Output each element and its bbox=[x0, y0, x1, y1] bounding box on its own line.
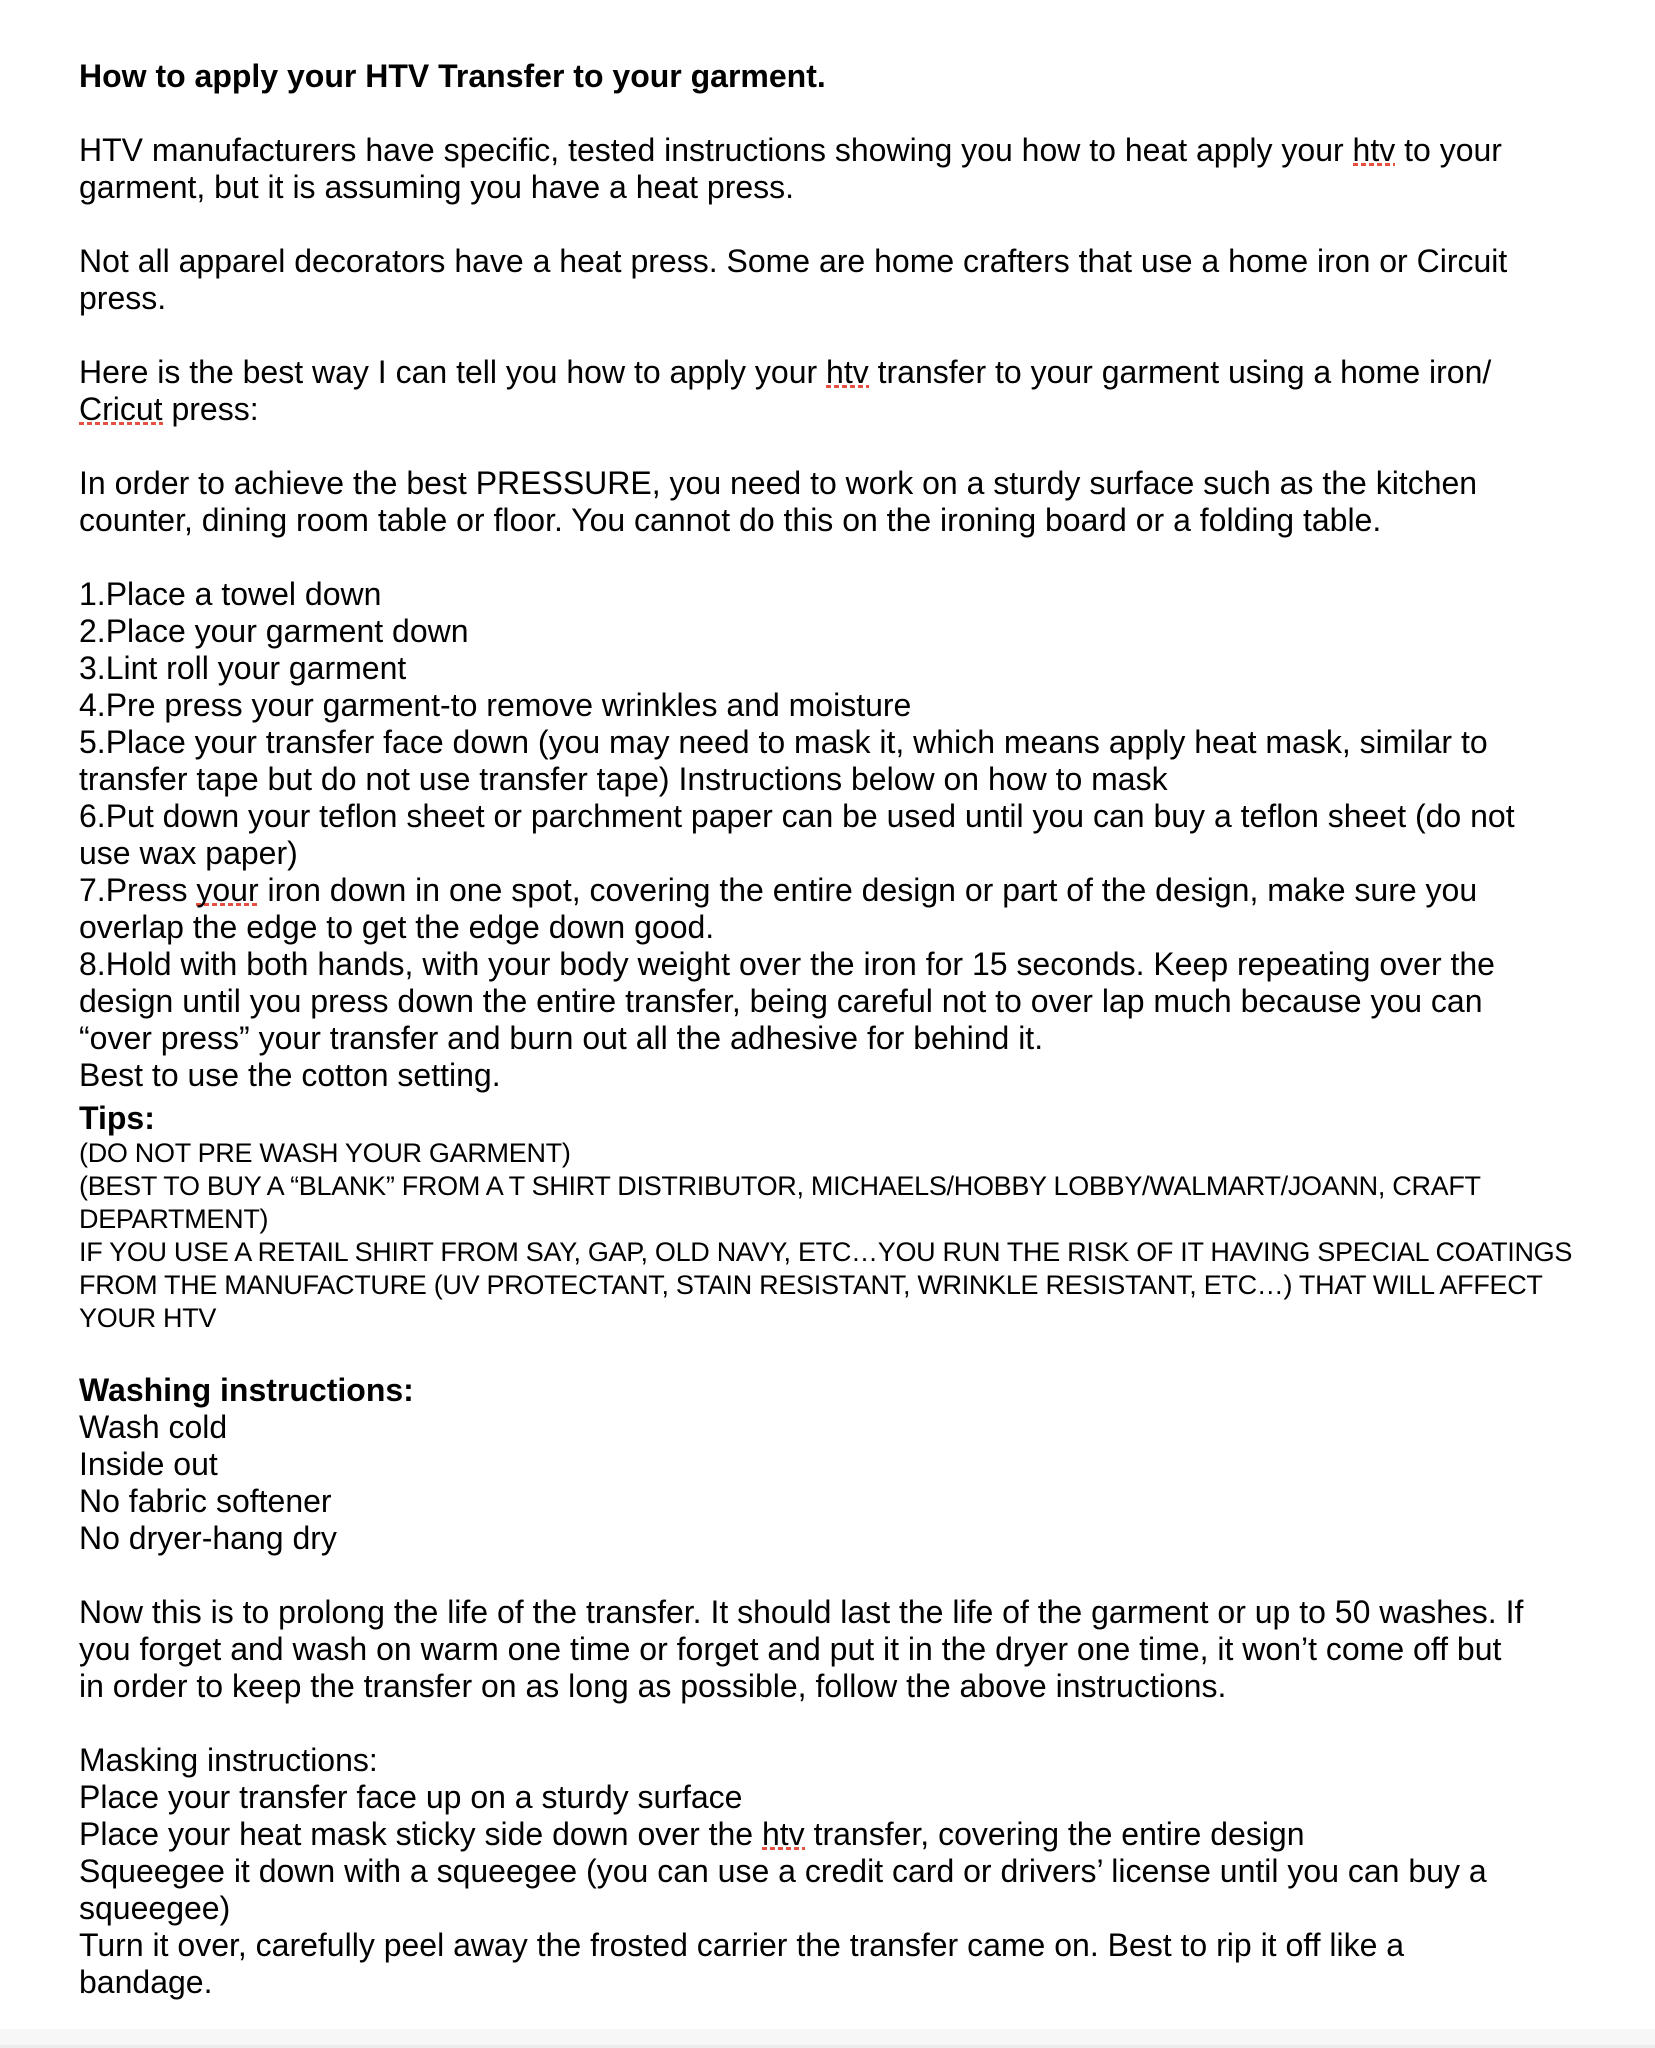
text-segment: YOUR HTV bbox=[79, 1303, 217, 1333]
text-segment: Masking instructions: bbox=[79, 1742, 378, 1778]
text-segment: Best to use the cotton setting. bbox=[79, 1057, 501, 1093]
text-line bbox=[79, 1483, 1589, 1520]
text-segment: iron down in one spot, covering the entire design or part of the design, make sure you bbox=[258, 872, 1478, 908]
text-segment: you forget and wash on warm one time or forget and put it in the dryer one time, it won’t come off but bbox=[79, 1631, 1502, 1667]
text-line bbox=[79, 1779, 1589, 1816]
text-line bbox=[79, 1594, 1589, 1631]
text-line bbox=[79, 1890, 1589, 1927]
document-title bbox=[79, 58, 1589, 95]
text-line bbox=[79, 391, 1589, 428]
text-segment: 1.Place a towel down bbox=[79, 576, 382, 612]
spacer bbox=[79, 206, 1589, 243]
pressure-paragraph bbox=[79, 465, 1589, 539]
tips-body bbox=[79, 1137, 1589, 1335]
spacer bbox=[79, 1557, 1589, 1594]
text-line bbox=[79, 1020, 1589, 1057]
text-segment: garment, but it is assuming you have a heat press. bbox=[79, 169, 795, 205]
text-segment: Washing instructions: bbox=[79, 1372, 414, 1408]
text-line bbox=[79, 1302, 1589, 1335]
text-segment: Now this is to prolong the life of the transfer. It should last the life of the garment or up to 50 washes. If bbox=[79, 1594, 1524, 1630]
text-segment: IF YOU USE A RETAIL SHIRT FROM SAY, GAP, OLD NAVY, ETC…YOU RUN THE RISK OF IT HAVING SPECIAL COATINGS bbox=[79, 1237, 1573, 1267]
text-line bbox=[79, 1372, 1589, 1409]
document-content bbox=[79, 58, 1589, 2001]
spacer bbox=[79, 95, 1589, 132]
text-line bbox=[79, 1964, 1589, 2001]
text-segment: transfer to your garment using a home iron/ bbox=[868, 354, 1492, 390]
misspelled-word: htv bbox=[826, 354, 869, 390]
text-line bbox=[79, 1927, 1589, 1964]
text-segment: No dryer-hang dry bbox=[79, 1520, 337, 1556]
text-line bbox=[79, 1816, 1589, 1853]
text-line bbox=[79, 909, 1589, 946]
text-line bbox=[79, 835, 1589, 872]
text-segment: Inside out bbox=[79, 1446, 218, 1482]
text-segment: FROM THE MANUFACTURE (UV PROTECTANT, STAIN RESISTANT, WRINKLE RESISTANT, ETC…) THAT WILL AFFECT bbox=[79, 1270, 1543, 1300]
text-segment: 2.Place your garment down bbox=[79, 613, 469, 649]
text-segment: No fabric softener bbox=[79, 1483, 332, 1519]
text-line bbox=[79, 465, 1589, 502]
text-line bbox=[79, 1853, 1589, 1890]
text-segment: in order to keep the transfer on as long as possible, follow the above instructions. bbox=[79, 1668, 1227, 1704]
misspelled-word: htv bbox=[761, 1816, 805, 1852]
spacer bbox=[79, 428, 1589, 465]
text-segment: HTV manufacturers have specific, tested instructions showing you how to heat apply your bbox=[79, 132, 1353, 168]
text-line bbox=[79, 1668, 1589, 1705]
misspelled-word: Cricut bbox=[79, 391, 163, 427]
text-line bbox=[79, 1057, 1589, 1094]
text-segment: to your bbox=[1395, 132, 1502, 168]
prolong-paragraph bbox=[79, 1594, 1589, 1705]
text-segment: overlap the edge to get the edge down good. bbox=[79, 909, 715, 945]
text-line bbox=[79, 872, 1589, 909]
text-segment: press. bbox=[79, 280, 167, 316]
text-segment: press: bbox=[162, 391, 259, 427]
text-segment: counter, dining room table or floor. You cannot do this on the ironing board or a folding table. bbox=[79, 502, 1382, 538]
text-segment: DEPARTMENT) bbox=[79, 1204, 269, 1234]
text-segment: 6.Put down your teflon sheet or parchment paper can be used until you can buy a teflon sheet (do not bbox=[79, 798, 1515, 834]
masking-section bbox=[79, 1742, 1589, 2001]
misspelled-word: your bbox=[196, 872, 259, 908]
text-line bbox=[79, 1100, 1589, 1137]
text-line bbox=[79, 132, 1589, 169]
text-segment: transfer tape but do not use transfer tape) Instructions below on how to mask bbox=[79, 761, 1168, 797]
text-segment: 3.Lint roll your garment bbox=[79, 650, 407, 686]
text-line bbox=[79, 613, 1589, 650]
text-line bbox=[79, 1742, 1589, 1779]
text-segment: (BEST TO BUY A “BLANK” FROM A T SHIRT DISTRIBUTOR, MICHAELS/HOBBY LOBBY/WALMART/JOANN, CRAFT bbox=[79, 1171, 1481, 1201]
tips-heading bbox=[79, 1100, 1589, 1137]
text-segment: squeegee) bbox=[79, 1890, 231, 1926]
text-segment: Turn it over, carefully peel away the frosted carrier the transfer came on. Best to rip it off like a bbox=[79, 1927, 1405, 1963]
text-line bbox=[79, 724, 1589, 761]
text-line bbox=[79, 58, 1589, 95]
text-segment: How to apply your HTV Transfer to your garment. bbox=[79, 58, 826, 94]
text-line bbox=[79, 169, 1589, 206]
text-segment: Place your transfer face up on a sturdy surface bbox=[79, 1779, 743, 1815]
text-segment: “over press” your transfer and burn out all the adhesive for behind it. bbox=[79, 1020, 1044, 1056]
decorators-paragraph bbox=[79, 243, 1589, 317]
document-page bbox=[79, 58, 1589, 2001]
bottom-bar bbox=[0, 2029, 1655, 2048]
text-line bbox=[79, 280, 1589, 317]
text-segment: 7.Press bbox=[79, 872, 197, 908]
numbered-steps bbox=[79, 576, 1589, 1094]
text-line bbox=[79, 1170, 1589, 1203]
text-segment: 8.Hold with both hands, with your body weight over the iron for 15 seconds. Keep repeating over the bbox=[79, 946, 1495, 982]
spacer bbox=[79, 1335, 1589, 1372]
text-line bbox=[79, 1409, 1589, 1446]
spacer bbox=[79, 1705, 1589, 1742]
text-segment: 4.Pre press your garment-to remove wrinkles and moisture bbox=[79, 687, 912, 723]
text-segment: (DO NOT PRE WASH YOUR GARMENT) bbox=[79, 1138, 571, 1168]
spacer bbox=[79, 317, 1589, 354]
text-segment: Here is the best way I can tell you how to apply your bbox=[79, 354, 827, 390]
text-segment: Squeegee it down with a squeegee (you can use a credit card or drivers’ license until you can buy a bbox=[79, 1853, 1487, 1889]
text-line bbox=[79, 576, 1589, 613]
text-segment: transfer, covering the entire design bbox=[804, 1816, 1305, 1852]
misspelled-word: htv bbox=[1352, 132, 1396, 168]
text-segment: Place your heat mask sticky side down over the bbox=[79, 1816, 762, 1852]
text-segment: Wash cold bbox=[79, 1409, 228, 1445]
text-line bbox=[79, 687, 1589, 724]
text-line bbox=[79, 1631, 1589, 1668]
text-line bbox=[79, 1236, 1589, 1269]
text-line bbox=[79, 798, 1589, 835]
text-line bbox=[79, 354, 1589, 391]
text-line bbox=[79, 502, 1589, 539]
spacer bbox=[79, 539, 1589, 576]
text-line bbox=[79, 1446, 1589, 1483]
text-line bbox=[79, 650, 1589, 687]
text-segment: use wax paper) bbox=[79, 835, 298, 871]
text-segment: design until you press down the entire transfer, being careful not to over lap much because you can bbox=[79, 983, 1483, 1019]
text-segment: Not all apparel decorators have a heat press. Some are home crafters that use a home iron or Circuit bbox=[79, 243, 1508, 279]
text-line bbox=[79, 243, 1589, 280]
text-segment: bandage. bbox=[79, 1964, 213, 2000]
text-line bbox=[79, 1203, 1589, 1236]
text-line bbox=[79, 1520, 1589, 1557]
text-segment: In order to achieve the best PRESSURE, you need to work on a sturdy surface such as the kitchen bbox=[79, 465, 1478, 501]
text-line bbox=[79, 983, 1589, 1020]
washing-list bbox=[79, 1409, 1589, 1557]
intro-paragraph bbox=[79, 132, 1589, 206]
text-line bbox=[79, 1137, 1589, 1170]
text-line bbox=[79, 1269, 1589, 1302]
text-line bbox=[79, 761, 1589, 798]
text-segment: 5.Place your transfer face down (you may need to mask it, which means apply heat mask, similar to bbox=[79, 724, 1488, 760]
text-segment: Tips: bbox=[79, 1100, 155, 1136]
washing-heading bbox=[79, 1372, 1589, 1409]
text-line bbox=[79, 946, 1589, 983]
best-way-paragraph bbox=[79, 354, 1589, 428]
